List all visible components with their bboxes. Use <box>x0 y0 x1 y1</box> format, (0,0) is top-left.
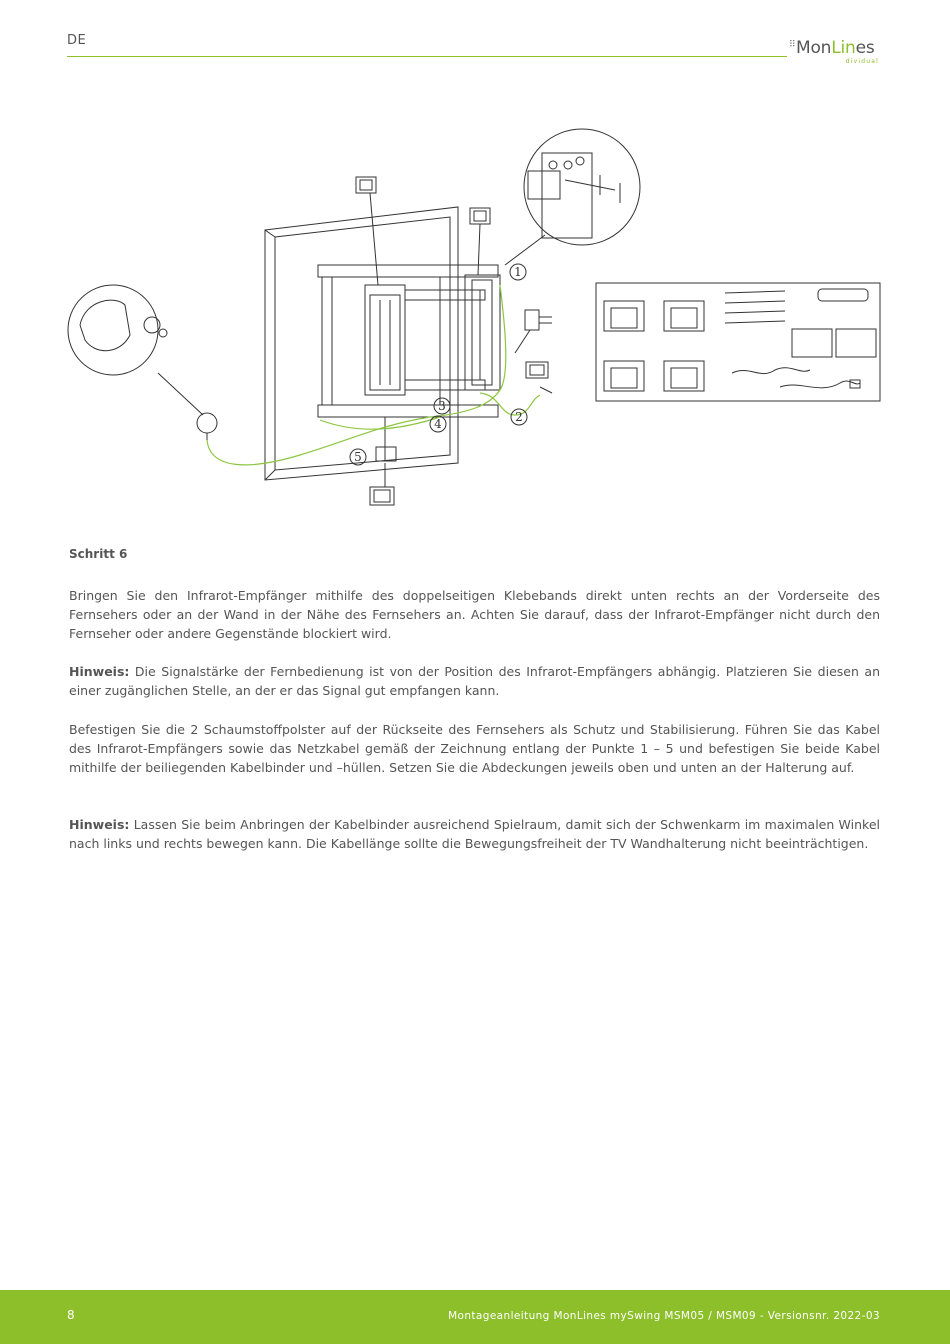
logo-wordmark: MonLines <box>796 38 875 58</box>
note-2-label: Hinweis: <box>69 817 130 832</box>
logo-tagline: dividual <box>845 58 879 65</box>
callout-4 <box>430 416 446 432</box>
svg-text:4: 4 <box>434 417 442 431</box>
callout-3 <box>434 398 450 414</box>
page-number: 8 <box>67 1308 75 1322</box>
svg-text:5: 5 <box>354 450 362 464</box>
detail-circle-top <box>505 129 640 265</box>
cable-route <box>207 285 540 465</box>
callout-5 <box>350 449 366 465</box>
note-2 <box>69 815 880 853</box>
brand-logo <box>789 38 889 68</box>
svg-text:2: 2 <box>515 410 523 424</box>
footer-title: Montageanleitung MonLines mySwing MSM05 / MSM09 - Versionsnr. 2022-03 <box>448 1310 880 1322</box>
svg-text:1: 1 <box>514 265 522 279</box>
paragraph-3: Befestigen Sie die 2 Schaumstoffpolster auf der Rückseite des Fernsehers als Schutz und Stabilisierung. Führen Sie das Kabel des Infrarot-Empfängers sowie das Netzkabel gemäß der Zeichnung entlang der Punkte 1 – 5 und befestigen Sie beide Kabel mithilfe der beiliegenden Kabelbinder und –hüllen. Setzen Sie die Abdeckungen jeweils oben und unten an der Halterung auf. <box>69 722 880 775</box>
note-1-label: Hinweis: <box>69 664 130 679</box>
note-1-text: Die Signalstärke der Fernbedienung ist von der Position des Infrarot-Empfängers abhängig. Platzieren Sie diesen an einer zugänglichen Stelle, an der er das Signal gut empfangen kann. <box>69 664 880 698</box>
note-2-text: Lassen Sie beim Anbringen der Kabelbinder ausreichend Spielraum, damit sich der Schwenkarm im maximalen Winkel nach links und rechts bewegen kann. Die Kabellänge sollte die Bewegungsfreiheit der TV Wandhalterung nicht beeinträchtigen. <box>69 817 880 851</box>
accessories-panel <box>596 283 880 401</box>
callout-1 <box>510 264 526 280</box>
detail-circle-left <box>68 285 217 441</box>
step-heading: Schritt 6 <box>69 547 128 561</box>
language-code: DE <box>67 33 87 48</box>
footer-bar <box>0 1290 950 1344</box>
svg-text:3: 3 <box>438 399 446 413</box>
tv-back-panel <box>265 207 458 480</box>
power-plug <box>515 310 552 393</box>
assembly-diagram <box>60 125 890 515</box>
header-divider <box>67 56 787 57</box>
note-1 <box>69 662 880 700</box>
paragraph-1: Bringen Sie den Infrarot-Empfänger mithilfe des doppelseitigen Klebebands direkt unten rechts an der Vorderseite des Fernsehers oder an der Wand in der Nähe des Fernsehers an. Achten Sie darauf, dass der Infrarot-Empfänger nicht durch den Fernseher oder andere Gegenstände blockiert wird. <box>69 588 880 641</box>
logo-dots-icon: ⠿ <box>789 40 795 50</box>
wall-mount-frame <box>318 265 500 417</box>
callout-2 <box>511 409 527 425</box>
